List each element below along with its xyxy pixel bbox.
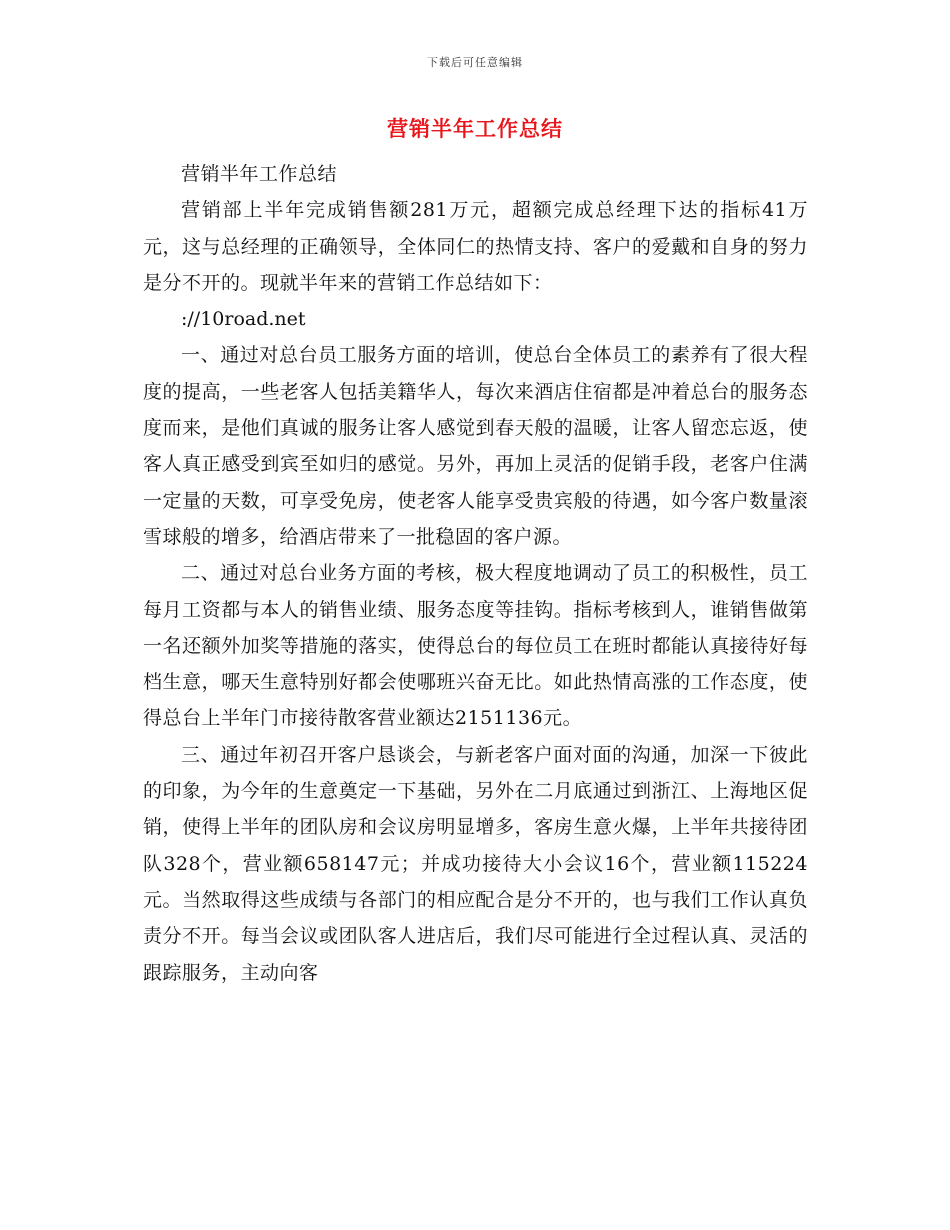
document-body: [143, 156, 808, 991]
subtitle-paragraph: 营销半年工作总结: [181, 163, 338, 185]
section-two-paragraph: 二、通过对总台业务方面的考核，极大程度地调动了员工的积极性，员工每月工资都与本人的销售业绩、服务态度等挂钩。指标考核到人，谁销售做第一名还额外加奖等措施的落实，使得总台的每位员工在班时都能认真接待好每档生意，哪天生意特别好都会使哪班兴奋无比。如此热情高涨的工作态度，使得总台上半年门市接待散客营业额达2151136元。: [143, 562, 808, 730]
document-title: 营销半年工作总结: [387, 116, 563, 141]
url-paragraph: ://10road.net: [181, 308, 306, 331]
section-three-paragraph: 三、通过年初召开客户恳谈会，与新老客户面对面的沟通，加深一下彼此的印象，为今年的生意奠定一下基础，另外在二月底通过到浙江、上海地区促销，使得上半年的团队房和会议房明显增多，客房生意火爆，上半年共接待团队328个，营业额658147元；并成功接待大小会议16个，营业额115224元。当然取得这些成绩与各部门的相应配合是分不开的，也与我们工作认真负责分不开。每当会议或团队客人进店后，我们尽可能进行全过程认真、灵活的跟踪服务，主动向客: [143, 743, 808, 984]
header-note: 下载后可任意编辑: [427, 56, 523, 69]
section-one-paragraph: 一、通过对总台员工服务方面的培训，使总台全体员工的素养有了很大程度的提高，一些老客人包括美籍华人，每次来酒店住宿都是冲着总台的服务态度而来，是他们真诚的服务让客人感觉到春天般的温暖，让客人留恋忘返，使客人真正感受到宾至如归的感觉。另外，再加上灵活的促销手段，老客户住满一定量的天数，可享受免房，使老客人能享受贵宾般的待遇，如今客户数量滚雪球般的增多，给酒店带来了一批稳固的客户源。: [143, 344, 808, 548]
intro-paragraph: 营销部上半年完成销售额281万元，超额完成总经理下达的指标41万元，这与总经理的正确领导，全体同仁的热情支持、客户的爱戴和自身的努力是分不开的。现就半年来的营销工作总结如下：: [143, 199, 808, 294]
